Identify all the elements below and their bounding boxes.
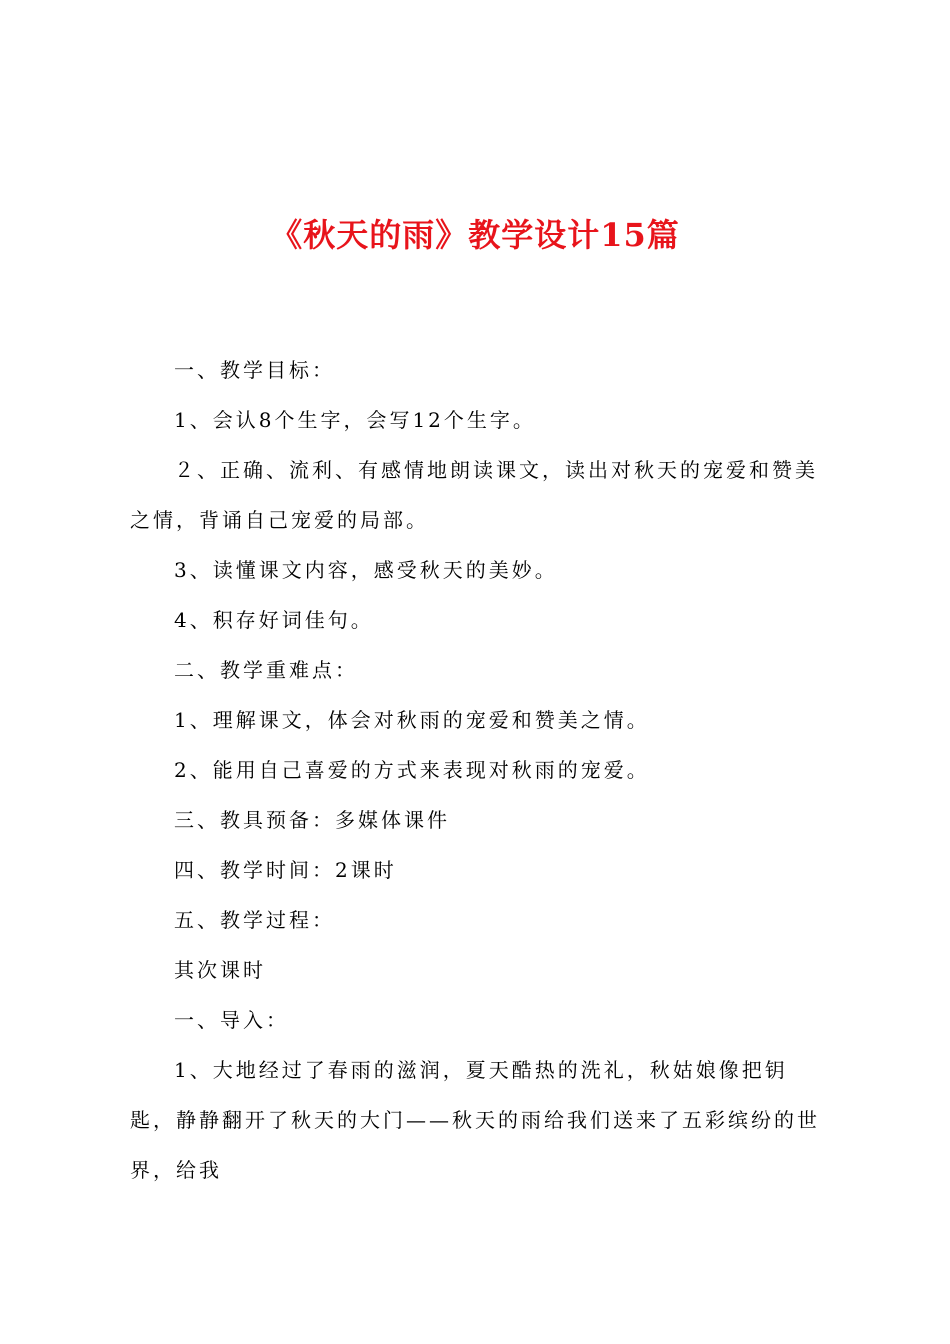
subsection-heading-intro: 一、导入： bbox=[174, 1008, 289, 1032]
key-point-item: 1、理解课文，体会对秋雨的宠爱和赞美之情。 bbox=[174, 708, 650, 732]
objective-item: 4、积存好词佳句。 bbox=[174, 608, 374, 632]
objective-item: 3、读懂课文内容，感受秋天的美妙。 bbox=[174, 558, 558, 582]
lesson-label: 其次课时 bbox=[174, 958, 266, 982]
objective-item: 1、会认8个生字，会写12个生字。 bbox=[174, 408, 536, 432]
document-body bbox=[130, 345, 830, 1195]
section-heading-materials: 三、教具预备：多媒体课件 bbox=[174, 808, 450, 832]
section-heading-objectives: 一、教学目标： bbox=[174, 358, 335, 382]
intro-paragraph: 1、大地经过了春雨的滋润，夏天酷热的洗礼，秋姑娘像把钥匙，静静翻开了秋天的大门——秋天的雨给我们送来了五彩缤纷的世界，给我 bbox=[130, 1058, 820, 1182]
section-heading-key-points: 二、教学重难点： bbox=[174, 658, 358, 682]
section-heading-time: 四、教学时间：2课时 bbox=[174, 858, 397, 882]
objective-item: ２、正确、流利、有感情地朗读课文，读出对秋天的宠爱和赞美之情，背诵自己宠爱的局部。 bbox=[130, 458, 818, 532]
section-heading-process: 五、教学过程： bbox=[174, 908, 335, 932]
document-title: 《秋天的雨》教学设计15篇 bbox=[270, 216, 680, 254]
key-point-item: 2、能用自己喜爱的方式来表现对秋雨的宠爱。 bbox=[174, 758, 650, 782]
